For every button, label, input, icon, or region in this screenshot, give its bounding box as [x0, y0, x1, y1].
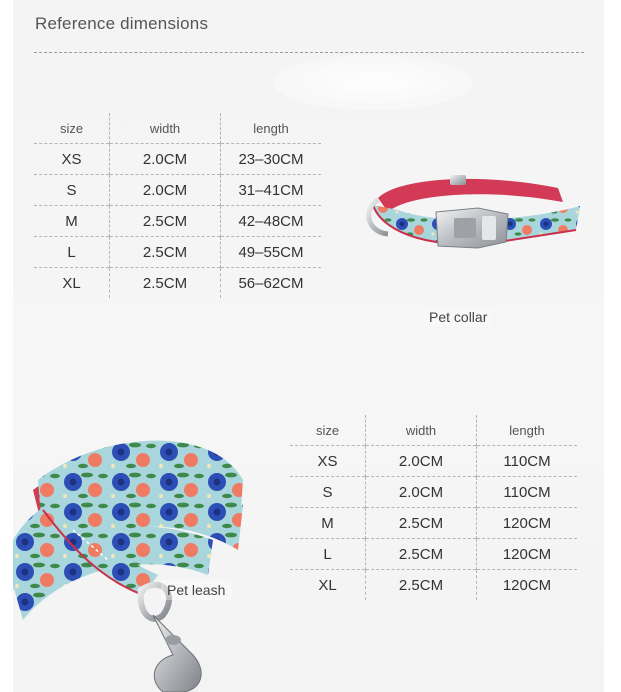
table-row — [290, 508, 577, 539]
cell-width: 2.5CM — [366, 508, 477, 539]
table-row — [34, 144, 321, 175]
cell-width: 2.5CM — [110, 206, 221, 237]
cell-width: 2.0CM — [110, 175, 221, 206]
title-divider — [34, 52, 584, 53]
cell-width: 2.0CM — [366, 446, 477, 477]
cell-length: 31–41CM — [221, 175, 322, 206]
cell-size: L — [290, 539, 366, 570]
cell-length: 56–62CM — [221, 268, 322, 299]
table-header-row — [290, 415, 577, 446]
pet-collar-image — [358, 150, 588, 275]
cell-width: 2.5CM — [366, 570, 477, 601]
cell-width: 2.5CM — [110, 237, 221, 268]
cell-size: M — [290, 508, 366, 539]
table-row — [290, 446, 577, 477]
leash-size-table — [290, 415, 577, 600]
cell-length: 120CM — [477, 539, 578, 570]
table-row — [34, 268, 321, 299]
cell-size: XL — [290, 570, 366, 601]
page-title: Reference dimensions — [35, 14, 209, 33]
collar-size-table — [34, 113, 321, 298]
header-width: width — [110, 113, 221, 144]
table-row — [34, 206, 321, 237]
header-width: width — [366, 415, 477, 446]
product-info-panel — [13, 0, 604, 692]
cell-length: 120CM — [477, 570, 578, 601]
header-length: length — [221, 113, 322, 144]
cell-size: L — [34, 237, 110, 268]
cell-size: M — [34, 206, 110, 237]
cell-size: XS — [34, 144, 110, 175]
cell-width: 2.5CM — [366, 539, 477, 570]
table-row — [34, 237, 321, 268]
background-highlight — [273, 55, 473, 110]
cell-length: 42–48CM — [221, 206, 322, 237]
table-row — [290, 570, 577, 601]
table-row — [290, 477, 577, 508]
cell-length: 120CM — [477, 508, 578, 539]
header-size: size — [59, 120, 84, 136]
cell-width: 2.5CM — [110, 268, 221, 299]
pet-leash-image — [13, 410, 273, 692]
cell-width: 2.0CM — [110, 144, 221, 175]
cell-size: XS — [290, 446, 366, 477]
header-size: size — [315, 422, 340, 438]
table-header-row — [34, 113, 321, 144]
cell-width: 2.0CM — [366, 477, 477, 508]
cell-length: 49–55CM — [221, 237, 322, 268]
cell-size: S — [34, 175, 110, 206]
cell-length: 23–30CM — [221, 144, 322, 175]
cell-size: XL — [34, 268, 110, 299]
collar-caption: Pet collar — [423, 307, 493, 327]
table-row — [34, 175, 321, 206]
cell-length: 110CM — [477, 446, 578, 477]
cell-size: S — [290, 477, 366, 508]
cell-length: 110CM — [477, 477, 578, 508]
leash-caption: Pet leash — [161, 580, 231, 600]
table-row — [290, 539, 577, 570]
header-length: length — [477, 415, 578, 446]
